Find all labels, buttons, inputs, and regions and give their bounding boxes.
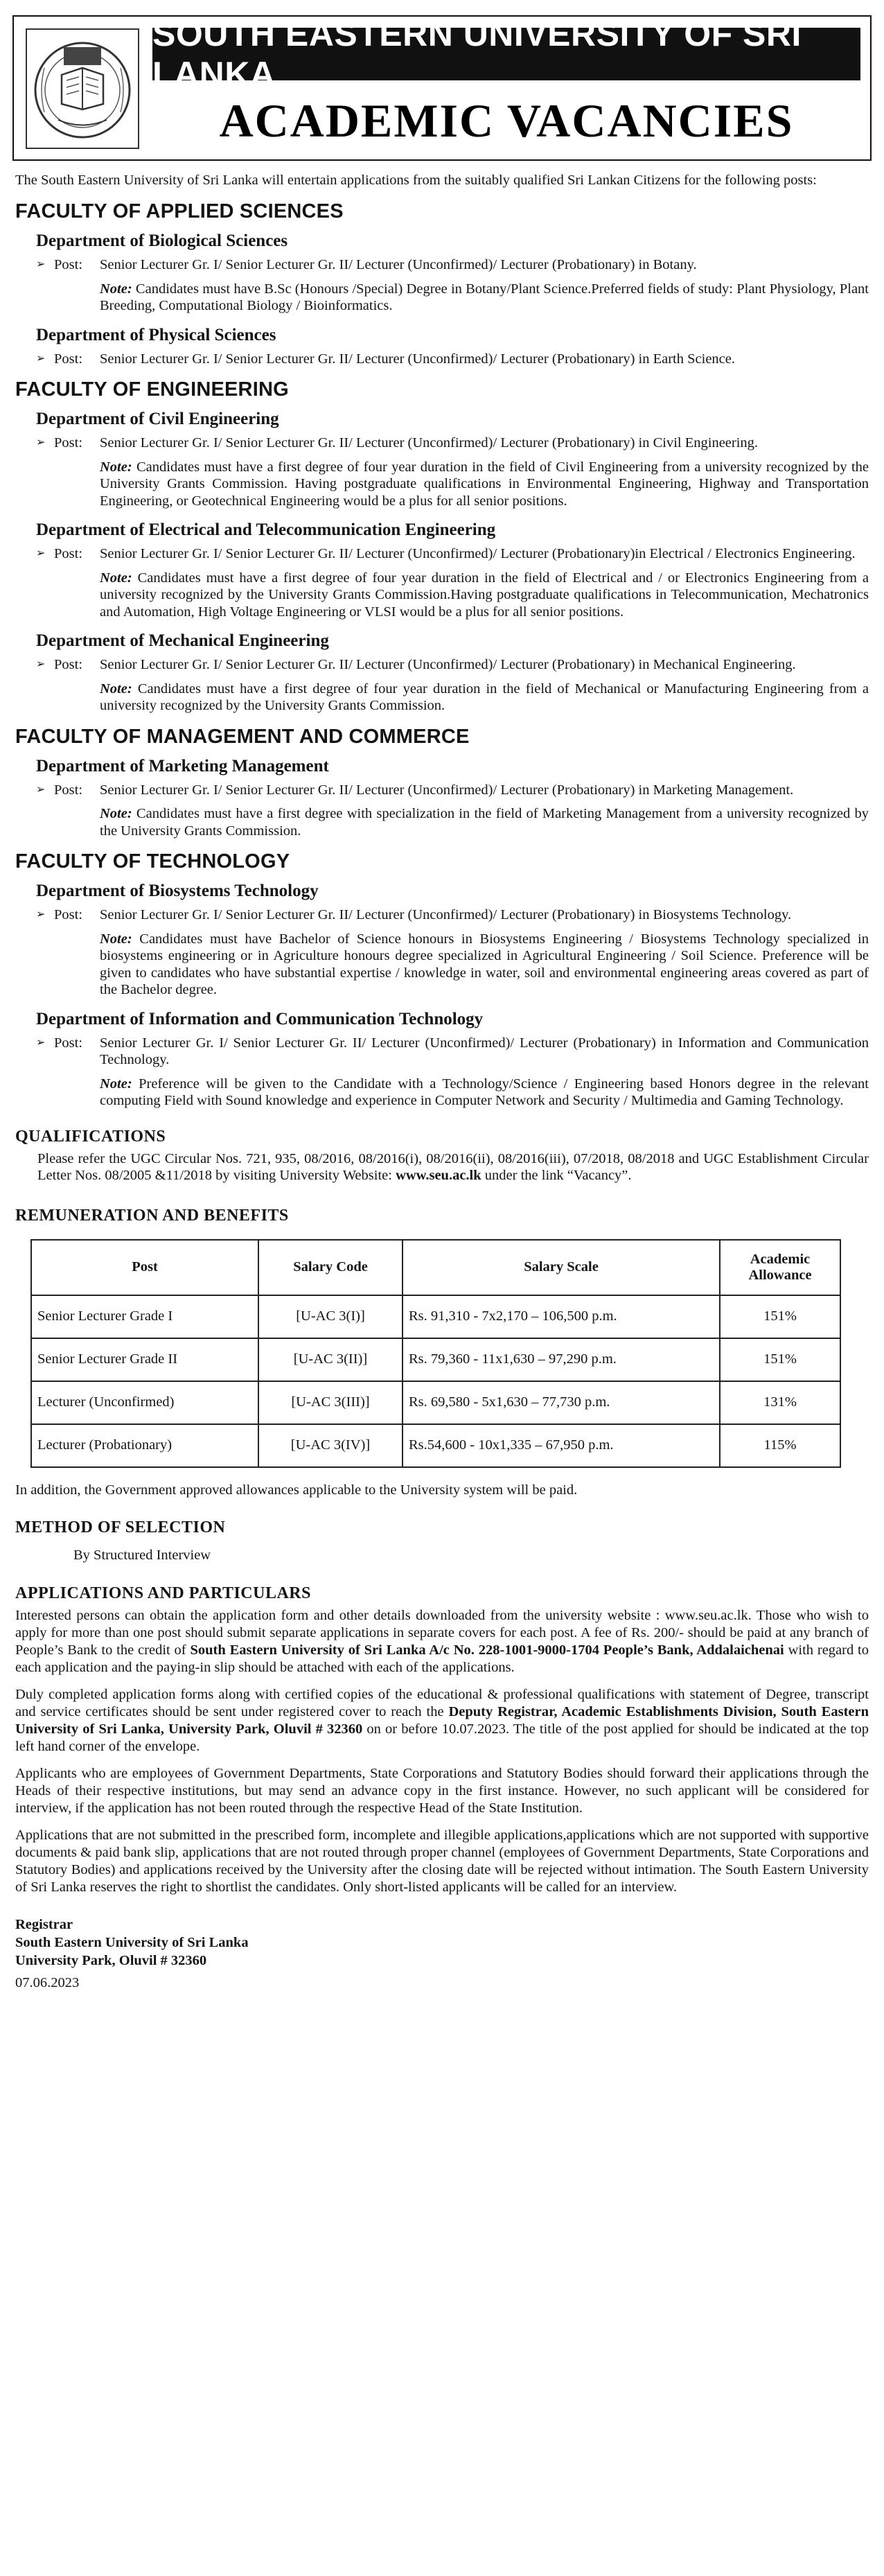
selection-text: By Structured Interview — [73, 1547, 211, 1563]
post-item — [15, 351, 869, 368]
department-note — [15, 805, 869, 839]
paragraph-text: with regard to each application and the paying-in slip should be attached with each of the applications. — [15, 1642, 869, 1675]
qualifications-text-part: Please refer the UGC Circular Nos. 721, 935, 08/2016, 08/2016(i), 08/2016(ii), 08/2016(iii), 07/2018, 08/2018 and UGC Establishment Circular Letter Nos. 08/2005 &11/2018 by visiting University Website: — [37, 1150, 869, 1183]
table-row — [31, 1295, 840, 1338]
cell-salary-code: [U-AC 3(IV)] — [258, 1424, 403, 1467]
post-item — [15, 782, 869, 799]
note-text: Candidates must have a first degree of four year duration in the field of Electrical and / or Electronics Engineering from a university recognized by the University Grants Commission.Having postgraduate qualifications in Telecommunication, Mechatronics and Automation, High Voltage Engineering or VLSI would be a plus for all senior positions. — [100, 570, 869, 620]
note-text: Candidates must have a first degree of four year duration in the field of Mechanical or Manufacturing Engineering from a university recognized by the University Grants Commission. — [100, 681, 869, 713]
cell-academic-allowance: 151% — [720, 1295, 840, 1338]
post-item — [15, 435, 869, 452]
note-label: Note: — [100, 459, 132, 475]
signature-title: Registrar — [15, 1917, 73, 1932]
faculty-heading: FACULTY OF APPLIED SCIENCES — [15, 200, 344, 222]
selection-heading: METHOD OF SELECTION — [15, 1518, 226, 1536]
post-label: Post: — [54, 1035, 83, 1051]
university-name-banner: SOUTH EASTERN UNIVERSITY OF SRI LANKA — [152, 28, 860, 80]
bullet-arrow-icon: ➢ — [36, 909, 46, 920]
department-heading: Department of Information and Communication Technology — [36, 1009, 484, 1028]
qualifications-text-part: under the link “Vacancy”. — [481, 1168, 632, 1183]
bullet-arrow-icon: ➢ — [36, 1036, 46, 1049]
intro-paragraph: The South Eastern University of Sri Lanka will entertain applications from the suitably qualified Sri Lankan Citizens for the following posts: — [15, 173, 817, 188]
column-header-salary-scale: Salary Scale — [403, 1240, 720, 1295]
note-label: Note: — [100, 931, 132, 947]
faculty-list — [15, 200, 869, 1110]
post-item — [15, 545, 869, 563]
post-label: Post: — [54, 907, 83, 922]
department-heading: Department of Biological Sciences — [36, 231, 288, 250]
post-item — [15, 1035, 869, 1069]
paragraph-text: Interested persons can obtain the application form and other details downloaded from the university website : www.seu.ac.lk. Those who wish to apply for more than one post should submit separate applications in separate covers for each post. A fee of Rs. 200/- should be paid at any branch of People’s Bank to the credit of — [15, 1608, 869, 1658]
note-label: Note: — [100, 281, 132, 297]
department-heading: Department of Civil Engineering — [36, 410, 279, 428]
note-label: Note: — [100, 570, 132, 586]
cell-academic-allowance: 115% — [720, 1424, 840, 1467]
cell-salary-code: [U-AC 3(III)] — [258, 1381, 403, 1424]
cell-salary-code: [U-AC 3(I)] — [258, 1295, 403, 1338]
qualifications-heading: QUALIFICATIONS — [15, 1127, 166, 1146]
applications-heading: APPLICATIONS AND PARTICULARS — [15, 1584, 311, 1602]
post-description: Senior Lecturer Gr. I/ Senior Lecturer Gr. II/ Lecturer (Unconfirmed)/ Lecturer (Probationary) in Information and Communication Technology. — [100, 1035, 869, 1067]
bullet-arrow-icon: ➢ — [36, 658, 46, 670]
cell-salary-scale: Rs. 69,580 - 5x1,630 – 77,730 p.m. — [403, 1381, 720, 1424]
department-note — [15, 570, 869, 621]
column-header-academic-allowance — [720, 1240, 840, 1295]
applications-paragraph-1 — [15, 1607, 869, 1676]
cell-salary-scale: Rs. 91,310 - 7x2,170 – 106,500 p.m. — [403, 1295, 720, 1338]
allowance-header-label: Academic Allowance — [748, 1251, 812, 1283]
post-item — [15, 656, 869, 674]
bank-account-details: South Eastern University of Sri Lanka A/c No. 228-1001-9000-1704 People’s Bank, Addalaichenai — [190, 1642, 784, 1658]
cell-post: Lecturer (Unconfirmed) — [31, 1381, 258, 1424]
post-item — [15, 256, 869, 274]
post-description: Senior Lecturer Gr. I/ Senior Lecturer Gr. II/ Lecturer (Unconfirmed)/ Lecturer (Probationary)in Electrical / Electronics Engineering. — [100, 546, 856, 561]
paragraph-text: on or before 10.07.2023. The title of the post applied for should be indicated at the top left hand corner of the envelope. — [15, 1721, 869, 1754]
post-label: Post: — [54, 546, 83, 561]
faculty-heading: FACULTY OF TECHNOLOGY — [15, 850, 290, 873]
bullet-arrow-icon: ➢ — [36, 783, 46, 796]
notice-date: 07.06.2023 — [15, 1975, 80, 1990]
cell-academic-allowance: 131% — [720, 1381, 840, 1424]
salary-table-header-row — [31, 1240, 840, 1295]
note-text: Candidates must have Bachelor of Science honours in Biosystems Engineering / Biosystems Technology specialized in biosystems engineering or in Agriculture honours degree specialized in Agricultural Engineering / Soil Science. Preference will be given to candidates who have substantial expertise / knowledge in water, soil and environmental engineering areas covered as part of the Bachelor degree. — [100, 931, 869, 997]
faculty-heading: FACULTY OF ENGINEERING — [15, 378, 289, 401]
post-description: Senior Lecturer Gr. I/ Senior Lecturer Gr. II/ Lecturer (Unconfirmed)/ Lecturer (Probationary) in Mechanical Engineering. — [100, 657, 796, 672]
notice-header — [12, 15, 872, 161]
department-heading: Department of Physical Sciences — [36, 325, 276, 344]
column-header-post: Post — [31, 1240, 258, 1295]
salary-table — [30, 1239, 841, 1468]
post-label: Post: — [54, 657, 83, 672]
note-label: Note: — [100, 1076, 132, 1092]
department-note — [15, 1076, 869, 1110]
post-label: Post: — [54, 782, 83, 798]
applications-paragraph-4: Applications that are not submitted in the prescribed form, incomplete and illegible applications,applications which are not supported with supportive documents & paid bank slip, applications that are not routed through proper channel (employees of Government Departments, State Corporations and Statutory Bodies) and applications received by the University after the closing date will be rejected without intimation. The South Eastern University of Sri Lanka reserves the right to shortlist the candidates. Only short-listed applicants will be called for an interview. — [15, 1828, 869, 1895]
post-description: Senior Lecturer Gr. I/ Senior Lecturer Gr. II/ Lecturer (Unconfirmed)/ Lecturer (Probationary) in Earth Science. — [100, 351, 735, 367]
department-heading: Department of Marketing Management — [36, 756, 329, 776]
department-heading: Department of Biosystems Technology — [36, 882, 319, 900]
department-note — [15, 681, 869, 715]
department-note — [15, 931, 869, 999]
post-description: Senior Lecturer Gr. I/ Senior Lecturer Gr. II/ Lecturer (Unconfirmed)/ Lecturer (Probationary) in Biosystems Technology. — [100, 907, 792, 922]
signature-block — [15, 1916, 869, 1991]
cell-academic-allowance: 151% — [720, 1338, 840, 1381]
notice-body — [15, 172, 869, 1991]
post-description: Senior Lecturer Gr. I/ Senior Lecturer Gr. II/ Lecturer (Unconfirmed)/ Lecturer (Probationary) in Marketing Management. — [100, 782, 794, 798]
department-heading: Department of Mechanical Engineering — [36, 631, 329, 650]
cell-salary-scale: Rs. 79,360 - 11x1,630 – 97,290 p.m. — [403, 1338, 720, 1381]
note-text: Preference will be given to the Candidate with a Technology/Science / Engineering based Honors degree in the relevant computing Field with Sound knowledge and experience in Computer Network and Security / Multimedia and Gaming Technology. — [100, 1076, 869, 1108]
cell-post: Lecturer (Probationary) — [31, 1424, 258, 1467]
signature-institution: South Eastern University of Sri Lanka — [15, 1935, 249, 1950]
department-heading: Department of Electrical and Telecommunication Engineering — [36, 520, 496, 539]
note-text: Candidates must have a first degree with specialization in the field of Marketing Management from a university recognized by the University Grants Commission. — [100, 806, 869, 839]
note-label: Note: — [100, 806, 132, 821]
applications-paragraph-2 — [15, 1686, 869, 1755]
post-description: Senior Lecturer Gr. I/ Senior Lecturer Gr. II/ Lecturer (Unconfirmed)/ Lecturer (Probationary) in Botany. — [100, 257, 697, 272]
bullet-arrow-icon: ➢ — [36, 352, 46, 365]
note-text: Candidates must have a first degree of four year duration in the field of Civil Engineering from a university recognized by the University Grants Commission. Having postgraduate qualifications in Environmental Engineering, Highway and Transportation Engineering, or Geotechnical Engineering would be a plus for all senior positions. — [100, 459, 869, 509]
university-crest-logo — [24, 26, 141, 151]
remuneration-heading: REMUNERATION AND BENEFITS — [15, 1206, 289, 1225]
remuneration-footnote: In addition, the Government approved allowances applicable to the University system will be paid. — [15, 1482, 578, 1498]
cell-post: Senior Lecturer Grade II — [31, 1338, 258, 1381]
post-label: Post: — [54, 351, 83, 367]
bullet-arrow-icon: ➢ — [36, 437, 46, 448]
salary-table-body — [31, 1295, 840, 1467]
cell-post: Senior Lecturer Grade I — [31, 1295, 258, 1338]
department-note — [15, 281, 869, 315]
table-row — [31, 1381, 840, 1424]
post-label: Post: — [54, 435, 83, 450]
department-note — [15, 459, 869, 510]
applications-paragraph-3: Applicants who are employees of Government Departments, State Corporations and Statutory Bodies should forward their applications through the Heads of their respective institutions, but may send an advance copy in the first instance. However, no such applicant will be considered for interview, if the application has not been routed through the respective Head of the State Institution. — [15, 1766, 869, 1816]
table-row — [31, 1424, 840, 1467]
qualifications-text — [15, 1150, 869, 1184]
post-description: Senior Lecturer Gr. I/ Senior Lecturer Gr. II/ Lecturer (Unconfirmed)/ Lecturer (Probationary) in Civil Engineering. — [100, 435, 759, 450]
paragraph-text: Duly completed application forms along with certified copies of the educational & professional qualifications with statement of Degree, transcript and service certificates should be sent under registered cover to reach the — [15, 1687, 869, 1719]
column-header-salary-code: Salary Code — [258, 1240, 403, 1295]
cell-salary-code: [U-AC 3(II)] — [258, 1338, 403, 1381]
note-text: Candidates must have B.Sc (Honours /Special) Degree in Botany/Plant Science.Preferred fields of study: Plant Physiology, Plant Breeding, Computational Biology / Bioinformatics. — [100, 281, 869, 313]
post-item — [15, 906, 869, 924]
bullet-arrow-icon: ➢ — [36, 547, 46, 559]
page-title: ACADEMIC VACANCIES — [219, 94, 794, 147]
bullet-arrow-icon: ➢ — [36, 259, 46, 270]
table-row — [31, 1338, 840, 1381]
signature-address: University Park, Oluvil # 32360 — [15, 1953, 207, 1968]
note-label: Note: — [100, 681, 132, 696]
cell-salary-scale: Rs.54,600 - 10x1,335 – 67,950 p.m. — [403, 1424, 720, 1467]
post-label: Post: — [54, 257, 83, 272]
mailing-address: Deputy Registrar, Academic Establishments Division, South Eastern University of Sri Lanka, University Park, Oluvil # 32360 — [15, 1704, 869, 1737]
faculty-heading: FACULTY OF MANAGEMENT AND COMMERCE — [15, 725, 470, 748]
website-link[interactable]: www.seu.ac.lk — [396, 1168, 481, 1183]
